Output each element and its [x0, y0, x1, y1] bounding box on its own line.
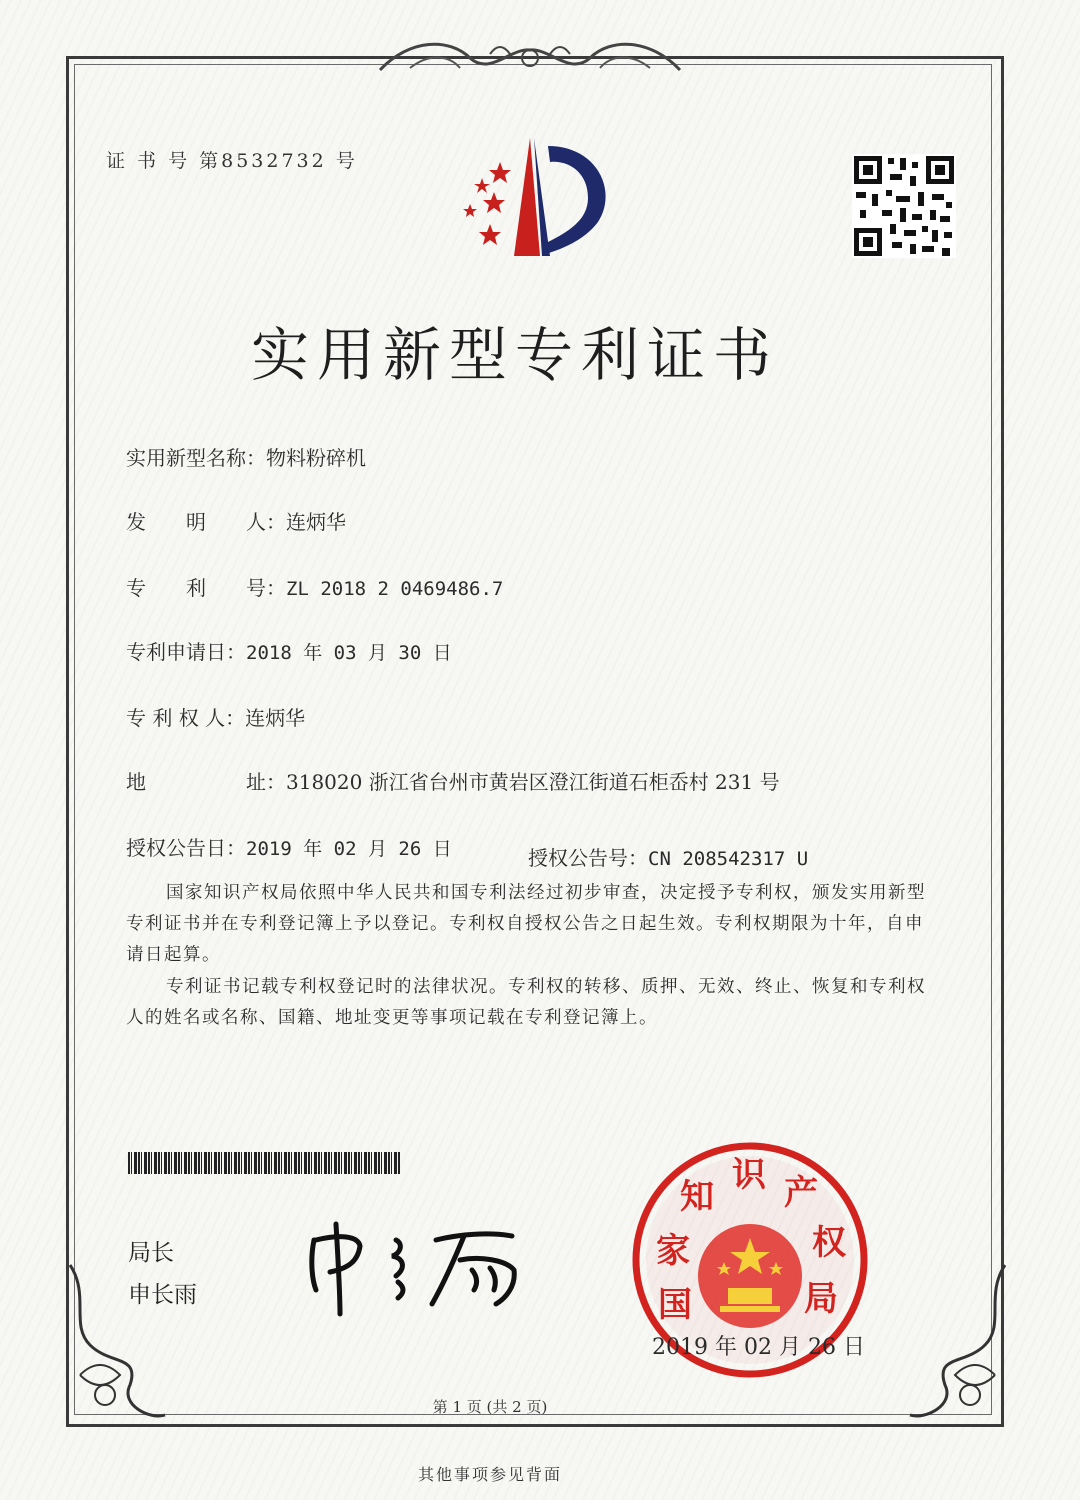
certificate-number: 证 书 号 第8532732 号: [106, 150, 358, 172]
address-row: [126, 766, 780, 795]
field-value: 318020 浙江省台州市黄岩区澄江街道石柜岙村 231 号: [286, 770, 780, 794]
signature-icon: [300, 1210, 540, 1320]
publication-number: [528, 842, 808, 871]
seal-char: 权: [812, 1223, 846, 1263]
field-label: 专 利 权 人：: [126, 706, 246, 730]
seal-char: 知: [680, 1177, 714, 1217]
top-ornament-icon: [370, 28, 690, 86]
cnipa-logo-icon: [448, 132, 618, 262]
field-label: 授权公告日：: [126, 836, 246, 860]
field-value: 物料粉碎机: [266, 446, 366, 470]
body-paragraph-2: 专利证书记载专利权登记时的法律状况。专利权的转移、质押、无效、终止、恢复和专利权人的姓名或名称、国籍、地址变更等事项记载在专利登记簿上。: [126, 977, 926, 1028]
seal-char: 家: [656, 1231, 690, 1271]
back-note: 其他事项参见背面: [417, 1465, 562, 1484]
seal-date: 2019 年 02 月 26 日: [652, 1335, 865, 1360]
field-value: 2018 年 03 月 30 日: [246, 642, 452, 664]
seal-char: 局: [804, 1279, 838, 1319]
field-label: 地 址：: [126, 770, 286, 794]
field-label: 专 利 号：: [126, 576, 286, 600]
director-block: [128, 1232, 197, 1316]
field-label: 实用新型名称：: [126, 446, 266, 470]
field-value: 2019 年 02 月 26 日: [246, 838, 452, 860]
body-paragraph-1: 国家知识产权局依照中华人民共和国专利法经过初步审查，决定授予专利权，颁发实用新型专利证书并在专利登记簿上予以登记。专利权自授权公告之日起生效。专利权期限为十年，自申请日起算。: [126, 883, 926, 965]
field-label: 专利申请日：: [126, 640, 246, 664]
application-date-row: [126, 636, 452, 665]
barcode-icon: [128, 1152, 400, 1174]
field-label: 授权公告号：: [528, 846, 648, 870]
field-value: ZL 2018 2 0469486.7: [286, 578, 504, 600]
field-value: 连炳华: [286, 510, 346, 534]
qr-code-icon: [852, 154, 956, 258]
patentee-row: [126, 702, 305, 731]
seal-char: 国: [658, 1285, 692, 1325]
page-number: 第 1 页 (共 2 页): [432, 1398, 548, 1416]
seal-char: 识: [732, 1155, 766, 1195]
patent-number-row: [126, 572, 503, 601]
certificate-title: 实用新型专利证书: [250, 321, 779, 389]
director-name: 申长雨: [128, 1282, 197, 1308]
utility-model-name-row: [126, 442, 366, 471]
director-title: 局长: [128, 1240, 174, 1266]
seal-char: 产: [784, 1173, 818, 1213]
national-emblem-icon: [698, 1224, 802, 1328]
field-value: CN 208542317 U: [648, 848, 809, 870]
inventor-row: [126, 506, 346, 535]
grant-date-row: [126, 832, 452, 861]
field-label: 发 明 人：: [126, 510, 286, 534]
field-value: 连炳华: [245, 706, 306, 730]
